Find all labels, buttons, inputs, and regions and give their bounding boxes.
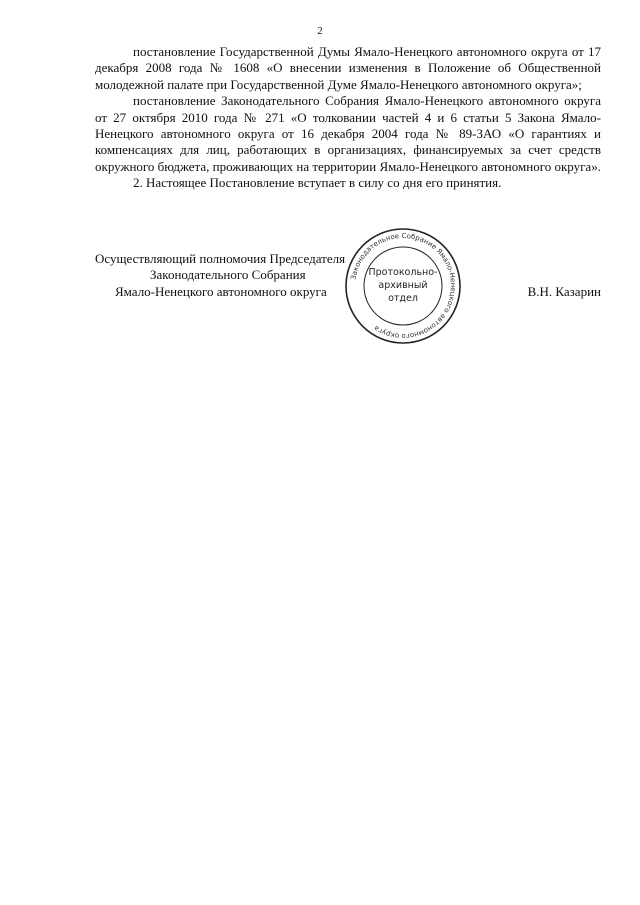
signatory-name: В.Н. Казарин (527, 284, 601, 299)
signatory-title-line-1: Осуществляющий полномочия Председателя (95, 251, 346, 266)
signatory-title-line-3: Ямало-Ненецкого автономного округа (115, 284, 327, 299)
signature-block (95, 251, 601, 311)
paragraph-resolution-2010: постановление Законодательного Собрания Ямало-Ненецкого автономного округа от 27 октября 2010 года № 271 «О толковании частей 4 и 6 статьи 5 Закона Ямало-Ненецкого автономного округа от 16 декабря 2004 года № 89-ЗАО «О гарантиях и компенсациях для лиц, работающих в организациях, финансируемых за счет средств окружного бюджета, проживающих на территории Ямало-Ненецкого автономного округа». (95, 93, 601, 174)
document-body (95, 44, 601, 192)
paragraph-entry-into-force: 2. Настоящее Постановление вступает в силу со дня его принятия. (133, 175, 502, 191)
stamp-inner-line-2: архивный (378, 280, 428, 291)
stamp-inner-line-1: Протокольно- (368, 267, 438, 278)
stamp-ring-text: Законодательное Собрание Ямало-Ненецкого автономного округа (349, 231, 458, 341)
stamp-inner-line-3: отдел (388, 293, 418, 304)
paragraph-resolution-2008: постановление Государственной Думы Ямало-Ненецкого автономного округа от 17 декабря 2008 года № 1608 «О внесении изменения в Положение об Общественной молодежной палате при Государственной Думе Ямало-Ненецкого автономного округа»; (95, 44, 601, 92)
signatory-title-line-2: Законодательного Собрания (150, 267, 306, 282)
page-number: 2 (317, 25, 323, 37)
